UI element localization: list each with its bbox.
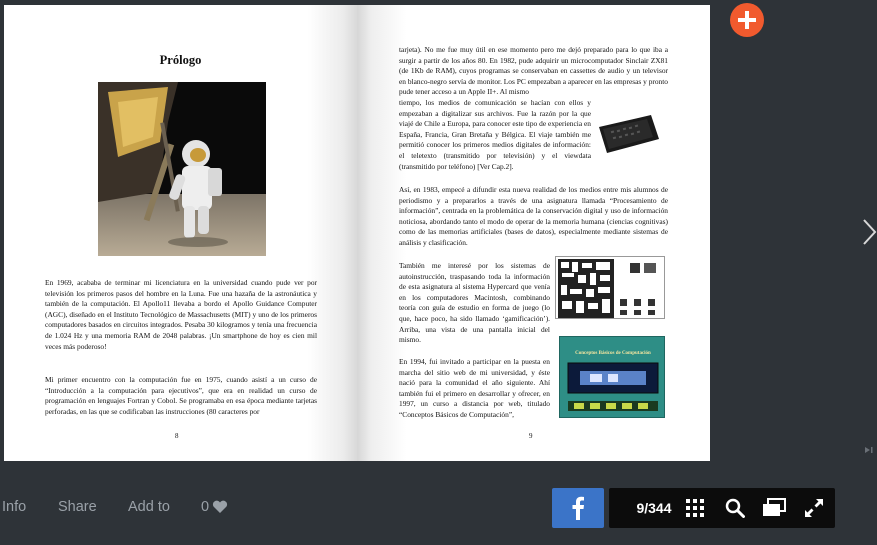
last-page-button[interactable] <box>864 442 874 452</box>
right-paragraph-3: También me interesé por los sistemas de autoinstrucción, traspasando toda la información de esta asignatura al sistema Hypercard que venía en los computadores Macintosh, combinando teoría con guía de estudio en forma de juego (lo que, hace poco, ha sido llamado ‘gamificación’). Arriba, una vista de una pantalla inicial del mismo. <box>399 261 550 345</box>
sinclair-zx81-photo <box>595 109 662 159</box>
chevron-right-icon <box>860 216 877 248</box>
chapter-title: Prólogo <box>159 53 202 67</box>
heart-icon <box>212 500 228 514</box>
add-to-link[interactable]: Add to <box>128 499 170 515</box>
info-link[interactable]: Info <box>2 499 27 515</box>
left-page-number: 8 <box>175 432 179 440</box>
book-spread[interactable] <box>4 5 710 461</box>
likes-count: 0 <box>201 499 210 515</box>
hypercard-screenshot <box>555 256 665 319</box>
facebook-icon <box>571 496 585 520</box>
page-counter[interactable]: 9/344 <box>636 500 672 516</box>
search-button[interactable] <box>719 488 751 528</box>
expand-icon <box>804 498 824 518</box>
grid-icon <box>686 499 704 517</box>
right-paragraph-4: En 1994, fui invitado a participar en la puesta en marcha del sitio web de mi universidad, y éste nació para la comunidad el año siguiente. Ahí también fui el primero en desarrollar y ofrecer, en 1997, un curso a distancia por web, titulado “Conceptos Básicos de Computación”, <box>399 357 550 419</box>
facebook-share-button[interactable] <box>552 488 604 528</box>
share-link[interactable]: Share <box>58 499 97 515</box>
right-paragraph-1a: tarjeta). No me fue muy útil en ese momento pero me dejó preparado para lo que iba a surgir a partir de los años 80. En 1982, pude adquirir un microcomputador Sinclair ZX81 (de 1Kb de RAM), cuyos programas se conservaban en cassettes de audio y un televisor en blanco-negro servía de monitor. Los PC empezaban a aparecer en las empresas y pronto pude tener acceso a un Apple II+. Al mismo <box>399 45 668 97</box>
add-button[interactable] <box>730 3 764 37</box>
course-website-screenshot <box>559 336 665 418</box>
grid-view-button[interactable] <box>679 488 711 528</box>
right-paragraph-2: Así, en 1983, empecé a difundir esta nueva realidad de los medios entre mis alumnos de periodismo y a prepararlos a través de una asignatura llamada “Procesamiento de información”, centrada en la problemática de la conservación digital y uso de información noticiosa, abordando tanto el modo de operar de la memoria humana (ciencias cognitivas) como de las memorias artificiales (bases de datos), especialmente mediante sistemas de análisis y clasificación. <box>399 185 668 247</box>
plus-icon <box>737 10 757 30</box>
search-icon <box>725 498 745 518</box>
course-image-title: Conceptos Básicos de Computación <box>575 351 651 356</box>
like-button[interactable] <box>201 499 228 515</box>
astronaut-moon-photo <box>98 82 266 256</box>
right-paragraph-1b: tiempo, los medios de comunicación se hacían con ellos y empezaban a digitalizar sus archivos. Fue la razón por la que viajé de Chile a Europa, para conocer este tipo de experiencia en España, Francia, Gran Bretaña y Bélgica. El viaje también me permitió conocer los primeros medios digitales de información: el teletexto (transmitido por televisión) y el viewdata (transmitido por teléfono) [Ver Cap.2]. <box>399 98 591 171</box>
left-page[interactable] <box>4 5 357 461</box>
left-paragraph-1: En 1969, acababa de terminar mi licenciatura en la universidad cuando pude ver por televisión los primeros pasos del hombre en la Luna. Fue una hazaña de la astronáutica y también de la computación. El Apollo11 llevaba a bordo el Apollo Guidance Computer (AGC), diseñado en el Instituto Tecnológico de Massachusetts (MIT) y uno de los primeros computadores basados en circuitos integrados. Pesaba 30 kilogramos y tenía una frecuencia de 1.024 Hz y una memoria RAM de 2048 palabras. ¡Un smartphone de hoy es cien mil veces más poderoso! <box>45 278 317 351</box>
skip-end-icon <box>864 445 874 455</box>
multi-page-view-button[interactable] <box>758 488 790 528</box>
next-page-button[interactable] <box>860 216 877 248</box>
left-paragraph-2: Mi primer encuentro con la computación fue en 1975, cuando asistí a un curso de “Introducción a la computación para ejecutivos”, que era en realidad un curso de programación en lenguajes Fortran y Cobol. Se programaba en esa época mediante tarjetas perforadas, en las que se codificaban las instrucciones (80 caracteres por <box>45 375 317 416</box>
right-page[interactable] <box>357 5 710 461</box>
right-page-number: 9 <box>529 432 533 440</box>
viewer-toolbar <box>609 488 835 528</box>
pages-icon <box>762 498 786 518</box>
fullscreen-button[interactable] <box>798 488 830 528</box>
